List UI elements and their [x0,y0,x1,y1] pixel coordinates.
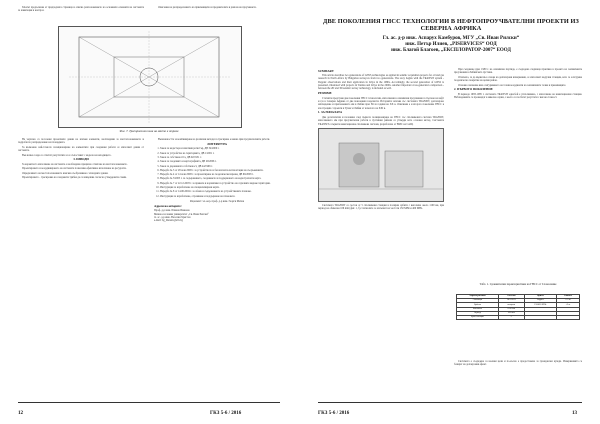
table-1-title: Табл. 1. Сравнителни характеристики на ГНСС от I поколение [479,282,557,286]
reference-item: 7. Наредба № 4 от 14 юли 2008 г. за проектиране на геодезически мрежи, ДВ 66/2008 г. [160,173,280,176]
right-page [300,0,600,424]
summary-heading: SUMMARY [318,68,334,73]
author-line: инж. Петър Илиев, „PISERVICES“ ООД [405,41,497,47]
section-2-heading: 2. ПЪРВОТО ПОКОЛЕНИЕ [454,87,493,92]
references-heading: ЛИТЕРАТУРА [207,141,227,146]
references-list [154,147,280,198]
reference-item: 10. Инструкция за изработване на специализирани карти. [160,186,280,189]
author-line: Гл. ас. д-р инж. Аспарух Камбуров, МГУ „Св. Иван Рилски“ [382,35,520,41]
table-1 [456,294,580,320]
table-header-cell: Характеристика [457,295,499,299]
section-1-text-2: Системата TRANSIT се състои от 5 спътникови станции в полярни орбити с височина около 1100 км, при период на обиколка 106 min (фиг. 1, б). Сигналите се излъчват на честоти 150 MHz и 400 MHz. [318,203,444,211]
reference-item: 11. Наредба № 8 от 14.06.2004 г. за обема и съдържанието на устройствените планове. [160,190,280,193]
left-col1: На чертежа са посочени проектните данни на всички елементи, необходими за местоположението и подробното разпределение на площадката. За възможно най-точното позициониране на елементите при сондажни работи се използват данни от системата. Във всяка сонда се отчитат резултатите и се съпоставят с модела на находището. 3. ИЗВОДИ За коректното използване на системата е необходимо прецизно отчитане на местоположението. Проектирането и координирането на системата позволява ефективно използване на ресурсите. Определянето на местоположението изисква съобразяване с изходните данни. Проектирането - трасировка на сондажите трябва да се извършва съгласно утвърдените схеми. [18,138,144,180]
section-1-text: Две десетилетия и половина след първото позициониране на ГНСС със спътниковата система TRANSIT, използването им при проучвателни работи в пустинни райони се утвърди като основен метод. Системата TRANSIT е първата навигационна спътникова система, разработена от ВМС на САЩ. [318,115,444,126]
left-page-number: 12 [18,411,23,416]
address-line: Минно-геоложки университет „Св. Иван Рилски“ [154,212,209,216]
left-top-col2: Описание на разпределението на приемниците и предавателите в района на проучването. [158,6,257,9]
reference-item: 5. Закон за държавната собственост, ДВ 44/1996 г. [160,165,280,168]
left-issue-label: ГКЗ 5-6 / 2016 [210,411,242,416]
reference-item: 1. Закон за кадастъра и имотния регистър, ДВ 34/2000 г. [160,147,280,150]
figure-1-drawing [319,129,443,201]
figure-7 [58,26,242,128]
table-header-cell: Точност [556,295,579,299]
left-top-col1: Tekstът продължава от предходната страница и описва разположението на основните елементи на системата за навигация и контрол. [18,6,144,13]
address-heading: Адреси на авторите: [154,203,182,208]
figure-7-drawing [59,27,241,127]
right-page-number: 13 [572,411,577,416]
author-line: инж. Благой Благоев, „ЕКСПЛОРАТОР-2007“ ЕООД [391,48,511,53]
right-footer-rule [318,402,582,403]
left-col2: Възможността за комбиниране на различни методи за трасиране е важна при проучвателните работи. ЛИТЕРАТУРА 1. Закон за кадастъра и имотния регистър, ДВ 34/2000 г. 2. Закон за устройство на територията, ДВ 1/2001 г. 3. Закон за собствеността, ДВ 92/1951 г. 4. Закон за геодезията и картографията, ДВ 29/2006 г. 5. Закон за държавната собственост, ДВ 44/1996 г. 6. Наредба № 3 от 28 юли 2008 г. за устройството и безопасната експлоатация на съоръженията. 7. Наредба № 4 от 14 юли 2008 г. за проектиране на геодезически мрежи, ДВ 66/2008 г. 8. Наредба № 3/2005 г. за съдържанието, създаването и поддържането на кадастралната карта. 9. Наредба № 7 от 22.12.2003 г. за правила и нормативи за устройство на отделните видове територии. 10. Инструкция за изработване на специализирани карти. 11. Наредба № 8 от 14.06.2004 г. за обема и съдържанието на устройствените планове. 12. Инструкция за изработване, отразяване и поддържане на плановете. Рецензент: чл.-кор. проф. д-р инж. Георги Митев Адреси на авторите: Проф. д-р инж. Илиана Иванова Минно-геоложки университет „Св. Иван Рилски“ гл. ас. д-р инж. Веселин Христов e-mail: bg_ilianaiv@abv.bg [154,138,280,390]
right-col1 [318,68,444,390]
table-header-cell: Прием [524,295,556,299]
table-row: Брой станции 5 [457,315,580,319]
article-title-block [318,18,584,54]
section-1-heading: 1. ЗА НАЧАЛАТА [318,110,343,115]
address-line: Проф. д-р инж. Илиана Иванова [154,209,190,213]
reference-item: 8. Наредба № 3/2005 г. за съдържанието, създаването и поддържането на кадастралната карта. [160,177,280,180]
reference-item: 12. Инструкция за изработване, отразяване и поддържане на плановете. [160,195,280,198]
resume-text: Статията представя две поколения ГНСС технологии, използвани в сеизмични проучвания за търсене на нефт и газ в Северна Африка от две поколения геодезисти. Историята започва със системата TRANSIT, допплерово наблюдение и приложението им в Либия през 80-те години на XX в. Описвани е и второто поколение ГНСС в апостроции с проекти в Тунис и Либия от началото на XXI в. [318,96,444,110]
left-footer-rule [18,402,280,403]
conclusions-heading: 3. ИЗВОДИ [73,157,89,162]
address-line: гл. ас. д-р инж. Веселин Христов [154,215,191,219]
reference-item: 4. Закон за геодезията и картографията, ДВ 29/2006 г. [160,160,280,163]
reference-item: 9. Наредба № 7 от 22.12.2003 г. за правила и нормативи за устройство на отделните видове територии. [160,182,280,185]
address-line: e-mail: bg_ilianaiv@abv.bg [154,219,183,223]
resume-heading: РЕЗЮМЕ [318,91,332,96]
right-issue-label: ГКЗ 5-6 / 2016 [318,411,350,416]
table-row: Височина 1100 km [457,307,580,311]
reference-item: 3. Закон за собствеността, ДВ 92/1951 г. [160,156,280,159]
table-row: Период 106 min [457,311,580,315]
article-title: ДВЕ ПОКОЛЕНИЯ ГНСС ТЕХНОЛОГИИ В НЕФТОПРОУЧВАТЕЛНИ ПРОЕКТИ ИЗ СЕВЕРНА АФРИКА [323,18,579,33]
summary-text: This article describes two generations of GNSS technologies as applied in seismic acquisition projects for oil and gas research in North Africa by Bulgarian surveyors from two generations. The story begins with the TRANSIT system - Doppler observations and their application in Libya in the 1980s. Accordingly, the second generation of GNSS is presented, illustrated with projects in Tunisia and Libya in the 2000s. Another important cross-generation comparison - between the 2D and 3D seismic survey technology, is included as well. [318,74,444,91]
right-col2-bottom: Системата е създадена за военни цели и по-късно е предоставена за граждански нужди. Измерванията се базират на доплеровия ефект. [454,360,582,367]
table-row: Орбити полярни 150/400 MHz ±3 m [457,303,580,307]
reference-item: 2. Закон за устройство на територията, ДВ 1/2001 г. [160,152,280,155]
section-2-text: В периода 1983-1985 г. системата TRANSIT еднобой е уплътнявана, с използване на навигационни станции. Наблюденията се провеждат в няколко серии, с което се постигат резултати с висока точност. [454,92,582,100]
table-header-cell: Система [498,295,524,299]
right-col2: При създаване през 1980 г. на сеизмична партида, е създадена следваща практика в проекта на сеизмичните проучвания в Либийската пустиня. Отначало, за да върви въз основа на допплерови измервания, се използват модулни станции, като се осигурява геодезическо покритие на целия район. Основно значение има осигуряването на точни координати на сеизмичните точки и приемниците. 2. ПЪРВОТО ПОКОЛЕНИЕ В периода 1983-1985 г. системата TRANSIT еднобой е уплътнявана, с използване на навигационни станции. Наблюденията се провеждат в няколко серии, с което се постигат резултати с висока точност. [454,68,582,100]
reviewer-line: Рецензент: чл.-кор. проф. д-р инж. Георги Митев [190,199,244,203]
table-row: Спътници TRANSIT Doppler 1-5 m [457,299,580,303]
figure-7-caption: Фиг. 7. Трасировъчен план на място и отрази [119,129,179,133]
reference-item: 6. Наредба № 3 от 28 юли 2008 г. за устройството и безопасната експлоатация на съоръженията. [160,169,280,172]
figure-1-photo [318,128,444,202]
